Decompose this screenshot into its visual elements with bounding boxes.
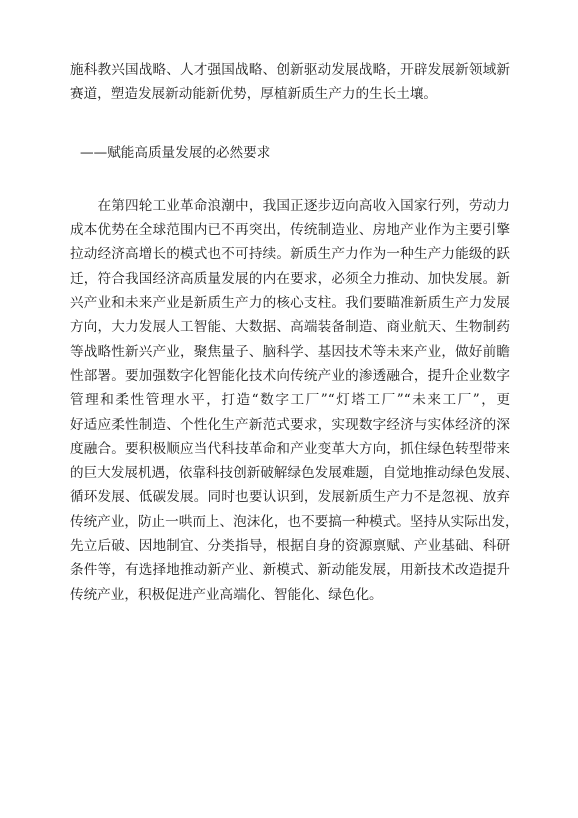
text-line: 传统产业，积极促进产业高端化、智能化、绿色化。 [70,586,383,603]
text-line: 先立后破、因地制宜、分类指导，根据自身的资源禀赋、产业基础、科研 [70,538,510,555]
text-line: 条件等，有选择地推动新产业、新模式、新动能发展，用新技术改造提升 [70,562,510,579]
intro-paragraph [70,58,510,107]
text-line: 的巨大发展机遇，依靠科技创新破解绿色发展难题，自觉地推动绿色发展、 [70,465,519,482]
text-line: 迁，符合我国经济高质量发展的内在要求，必须全力推动、加快发展。新 [70,270,510,287]
text-line: 等战略性新兴产业，聚焦量子、脑科学、基因技术等未来产业，做好前瞻 [70,343,510,360]
text-line: 方向，大力发展人工智能、大数据、高端装备制造、商业航天、生物制药 [70,319,510,336]
text-line: 性部署。要加强数字化智能化技术向传统产业的渗透融合，提升企业数字 [70,367,510,384]
document-page [70,58,519,607]
text-line: 好适应柔性制造、个性化生产新范式要求，实现数字经济与实体经济的深 [70,416,510,433]
text-line: 兴产业和未来产业是新质生产力的核心支柱。我们要瞄准新质生产力发展 [70,295,510,312]
text-line: 管理和柔性管理水平，打造“数字工厂”“灯塔工厂”“未来工厂”，更 [70,392,510,409]
body-paragraph [70,194,519,607]
text-line: 在第四轮工业革命浪潮中，我国正逐步迈向高收入国家行列，劳动力 [70,197,510,214]
text-line: 度融合。要积极顺应当代科技革命和产业变革大方向，抓住绿色转型带来 [70,440,510,457]
section-subheading: ——赋能高质量发展的必然要求 [80,144,271,161]
text-line: 成本优势在全球范围内已不再突出，传统制造业、房地产业作为主要引擎 [70,222,510,239]
text-line: 赛道，塑造发展新动能新优势，厚植新质生产力的生长土壤。 [70,86,438,103]
text-line: 循环发展、低碳发展。同时也要认识到，发展新质生产力不是忽视、放弃 [70,489,510,506]
text-line: 拉动经济高增长的模式也不可持续。新质生产力作为一种生产力能级的跃 [70,246,510,263]
text-line: 施科教兴国战略、人才强国战略、创新驱动发展战略，开辟发展新领域新 [70,62,510,78]
text-line: 传统产业，防止一哄而上、泡沫化，也不要搞一种模式。坚持从实际出发， [70,513,519,530]
